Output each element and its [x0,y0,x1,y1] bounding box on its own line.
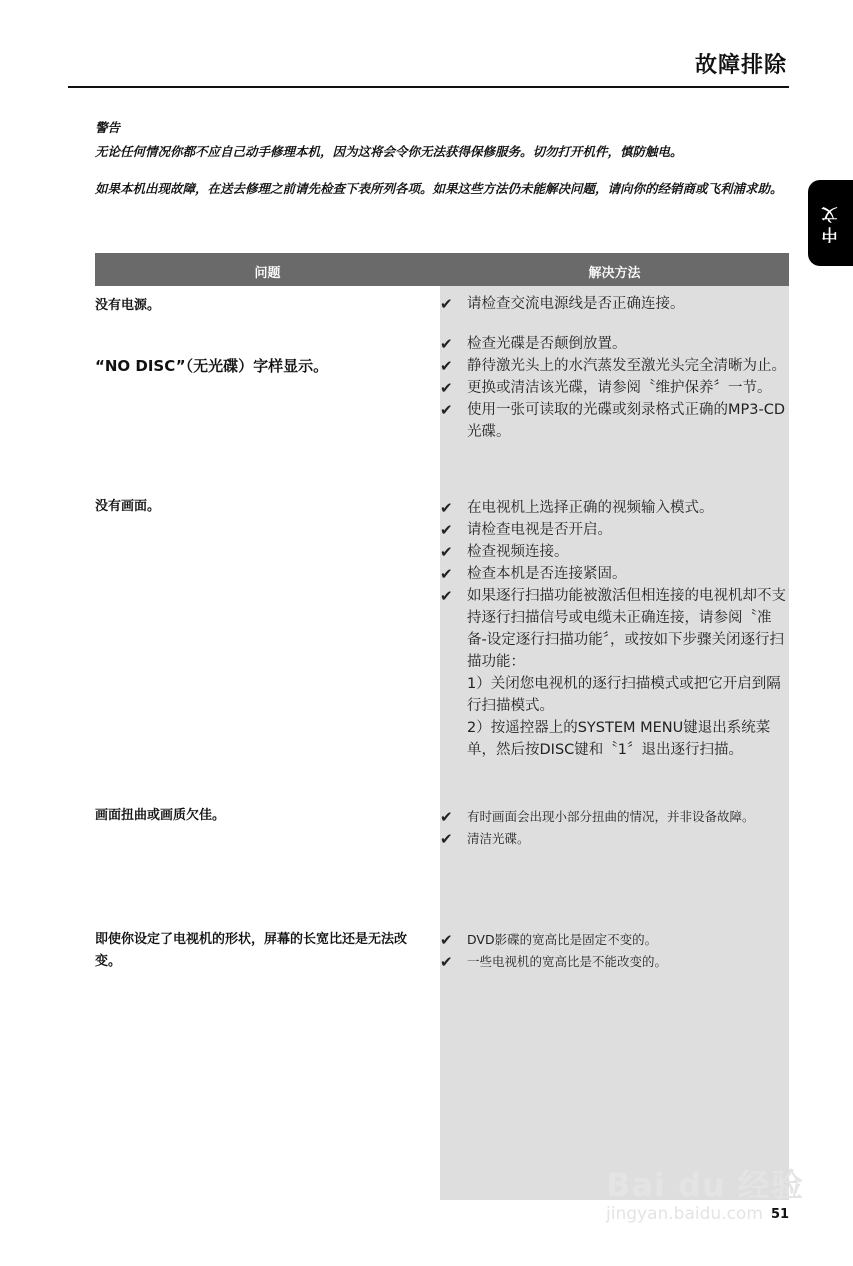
solution-distorted-picture [440,806,786,850]
solution-aspect-ratio [440,929,786,973]
solution-item: ✔ 有时画面会出现小部分扭曲的情况，并非设备故障。 [440,808,755,826]
check-icon: ✔ [440,953,453,971]
solution-item: ✔ 静待激光头上的水汽蒸发至激光头完全清晰为止。 [440,357,786,375]
solution-item: ✔ 在电视机上选择正确的视频输入模式。 [440,499,714,517]
check-icon: ✔ [440,401,453,419]
solution-item: ✔ DVD影碟的宽高比是固定不变的。 [440,931,658,949]
problem-no-disc: “NO DISC”（无光碟）字样显示。 [95,357,329,375]
check-icon: ✔ [440,543,453,561]
solution-step: 2）按遥控器上的SYSTEM MENU键退出系统菜单，然后按DISC键和〝1〞退出逐行扫描。 [467,720,771,758]
check-icon: ✔ [440,521,453,539]
language-tab [808,180,853,266]
problem-no-picture: 没有画面。 [95,499,161,514]
solution-item: ✔ 使用一张可读取的光碟或刻录格式正确的MP3-CD光碟。 [440,401,786,440]
problem-no-power: 没有电源。 [95,298,161,313]
check-icon: ✔ [440,295,453,313]
check-icon: ✔ [440,357,453,375]
warning-heading: 警告 [95,120,121,135]
solution-item: ✔ 检查本机是否连接紧固。 [440,565,627,583]
page-title: 故障排除 [694,53,787,78]
check-icon: ✔ [440,499,453,517]
check-icon: ✔ [440,830,453,848]
solution-item: ✔ 一些电视机的宽高比是不能改变的。 [440,953,668,971]
solution-item: ✔ 清洁光碟。 [440,830,530,848]
page-number: 51 [771,1207,790,1222]
language-tab-label: 中文 [821,203,840,243]
column-header-solution: 解决方法 [588,266,641,281]
warning-text: 无论任何情况你都不应自己动手修理本机，因为这将会令你无法获得保修服务。切勿打开机件，慎防触电。 [95,144,683,159]
advice-text: 如果本机出现故障，在送去修理之前请先检查下表所列各项。如果这些方法仍未能解决问题，请向你的经销商或飞利浦求助。 [95,181,783,196]
problem-distorted-picture: 画面扭曲或画质欠佳。 [95,808,226,823]
solution-step: 1）关闭您电视机的逐行扫描模式或把它开启到隔行扫描模式。 [467,676,781,714]
check-icon: ✔ [440,808,453,826]
check-icon: ✔ [440,565,453,583]
check-icon: ✔ [440,587,453,605]
solution-item: ✔ 检查视频连接。 [440,543,569,561]
solution-no-power [440,293,786,315]
solution-no-picture [440,497,786,761]
watermark-logo: Bai du 经验 [606,1166,804,1204]
solution-item: ✔ 请检查交流电源线是否正确连接。 [440,295,685,313]
solution-no-disc [440,333,786,443]
warning-section [95,118,795,199]
solution-item: ✔ 检查光碟是否颠倒放置。 [440,335,627,353]
check-icon: ✔ [440,931,453,949]
solution-item: ✔ 如果逐行扫描功能被激活但相连接的电视机却不支持逐行扫描信号或电缆未正确连接，请参阅〝准备-设定逐行扫描功能〞，或按如下步骤关闭逐行扫描功能： [440,587,786,670]
title-divider [68,86,789,88]
check-icon: ✔ [440,335,453,353]
watermark-url: jingyan.baidu.com [606,1204,763,1224]
column-header-problem: 问题 [254,266,281,281]
solution-item: ✔ 请检查电视是否开启。 [440,521,612,539]
baidu-watermark [606,1140,806,1240]
check-icon: ✔ [440,379,453,397]
table-header [95,253,789,286]
solution-item: ✔ 更换或清洁该光碟，请参阅〝维护保养〞一节。 [440,379,772,397]
problem-aspect-ratio: 即使你设定了电视机的形状，屏幕的长宽比还是无法改变。 [95,932,408,969]
